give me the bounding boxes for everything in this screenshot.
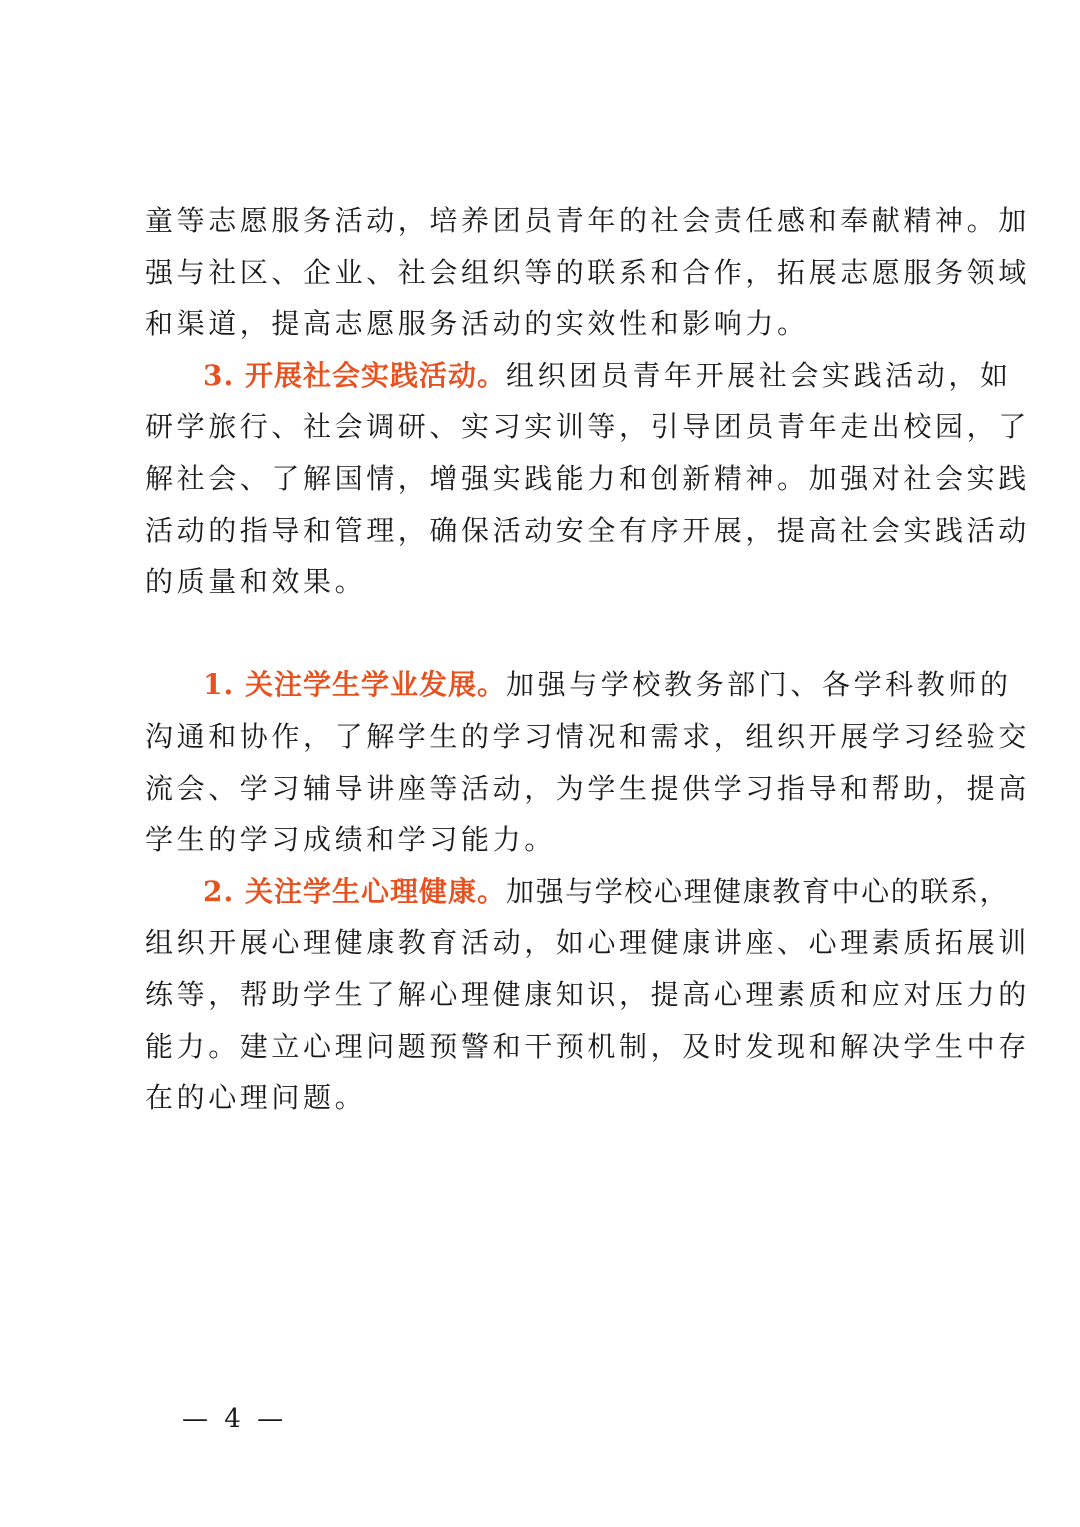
- text-line: 的质量和效果。: [145, 565, 367, 599]
- paragraph-social-practice: [145, 350, 1030, 608]
- paragraph-mental-health: [145, 866, 1030, 1124]
- text-line: 组织开展心理健康教育活动，如心理健康讲座、心理素质拓展训: [145, 926, 1030, 960]
- text-segment: 加强与学校心理健康教育中心的联系，: [505, 874, 1010, 908]
- text-line: 和渠道，提高志愿服务活动的实效性和影响力。: [145, 307, 809, 341]
- paragraph-academic-development: [145, 659, 1030, 865]
- text-line: [145, 350, 1012, 402]
- text-line: 练等，帮助学生了解心理健康知识，提高心理素质和应对压力的: [145, 977, 1030, 1011]
- text-line: 能力。建立心理问题预警和干预机制，及时发现和解决学生中存: [145, 1029, 1030, 1063]
- section-heading: [145, 608, 945, 660]
- item-heading: 1. 关注学生学业发展。: [203, 668, 506, 702]
- text-line: 童等志愿服务活动，培养团员青年的社会责任感和奉献精神。加: [145, 204, 1030, 237]
- text-line: 研学旅行、社会调研、实习实训等，引导团员青年走出校园，了: [145, 410, 1030, 444]
- text-line: [145, 659, 1012, 711]
- text-line: 在的心理问题。: [145, 1081, 367, 1115]
- text-segment: 加强与学校教务部门、各学科教师的: [505, 668, 1012, 702]
- text-line: 流会、学习辅导讲座等活动，为学生提供学习指导和帮助，提高: [145, 771, 1030, 805]
- text-line: 沟通和协作，了解学生的学习情况和需求，组织开展学习经验交: [145, 719, 1030, 753]
- text-line: 学生的学习成绩和学习能力。: [145, 823, 556, 857]
- text-line: 解社会、了解国情，增强实践能力和创新精神。加强对社会实践: [145, 461, 1030, 495]
- text-segment: 组织团员青年开展社会实践活动，如: [505, 358, 1012, 392]
- page-number: — 4 —: [182, 1404, 288, 1434]
- item-heading: 3. 开展社会实践活动。: [203, 358, 506, 392]
- item-heading: 2. 关注学生心理健康。: [203, 874, 506, 908]
- text-line: [145, 866, 1010, 918]
- paragraph-volunteer-service: [145, 195, 1030, 350]
- text-line: 强与社区、企业、社会组织等的联系和合作，拓展志愿服务领域: [145, 255, 1030, 289]
- text-line: 活动的指导和管理，确保活动安全有序开展，提高社会实践活动: [145, 513, 1030, 547]
- document-body: [145, 195, 1030, 1124]
